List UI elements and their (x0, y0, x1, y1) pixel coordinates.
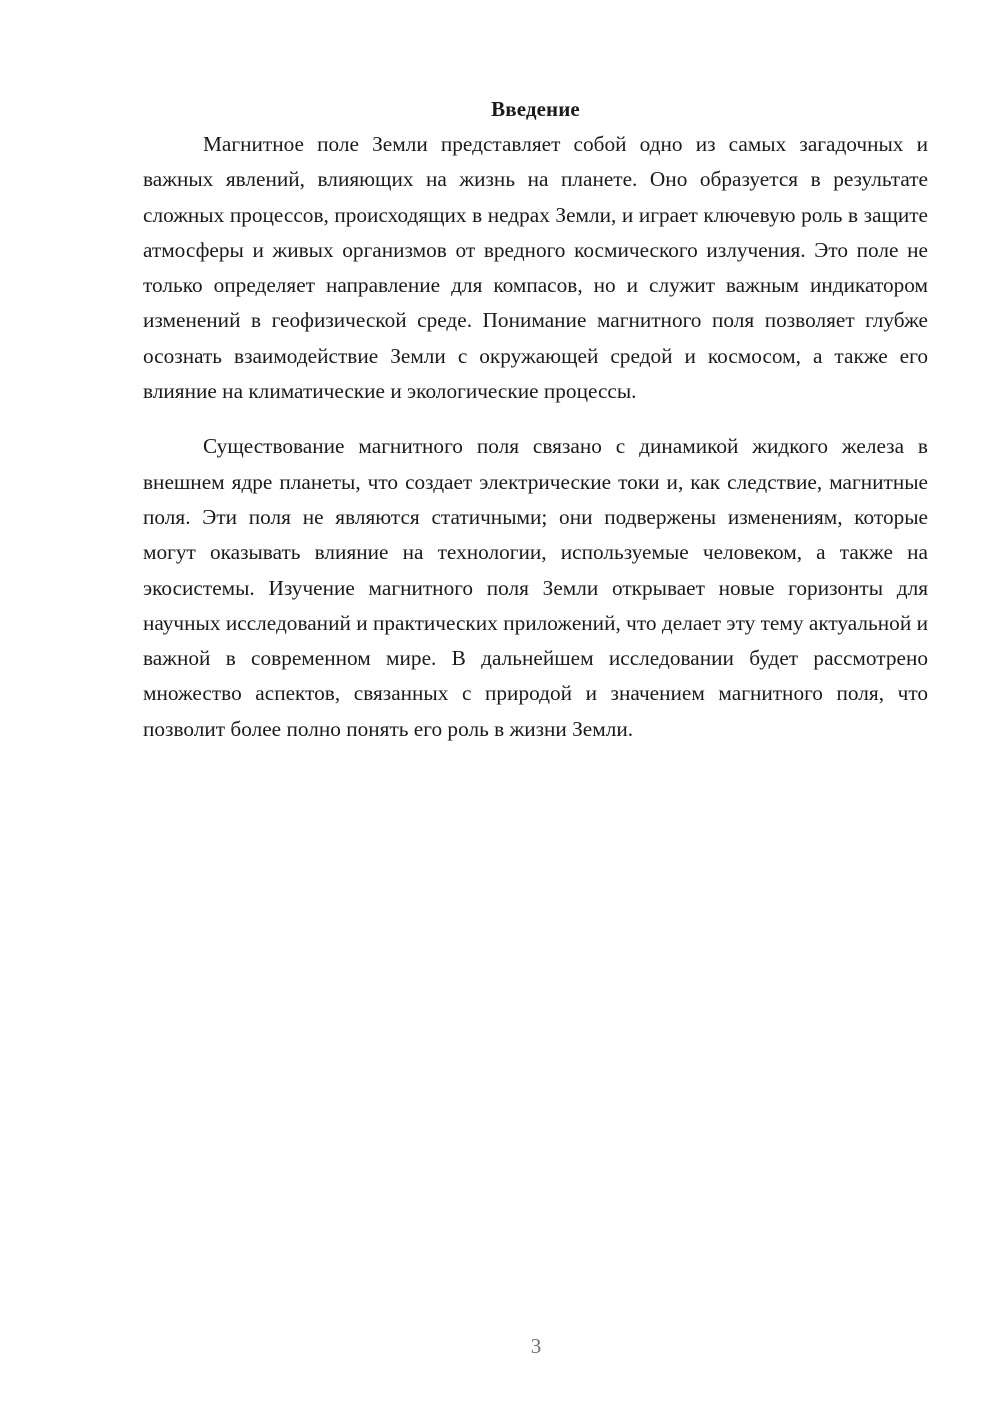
page-content (143, 92, 928, 747)
section-heading: Введение (491, 97, 580, 121)
paragraph-1: Магнитное поле Земли представляет собой одно из самых загадочных и важных явлений, влияющих на жизнь на планете. Оно образуется в результате сложных процессов, происходящих в недрах Земли, и играет ключевую роль в защите атмосферы и живых организмов от вредного космического излучения. Это поле не только определяет направление для компасов, но и служит важным индикатором изменений в геофизической среде. Понимание магнитного поля позволяет глубже осознать взаимодействие Земли с окружающей средой и космосом, а также его влияние на климатические и экологические процессы. (143, 132, 928, 404)
page-number: 3 (530, 1334, 542, 1358)
paragraph-2: Существование магнитного поля связано с динамикой жидкого железа в внешнем ядре планеты, что создает электрические токи и, как следствие, магнитные поля. Эти поля не являются статичными; они подвержены изменениям, которые могут оказывать влияние на технологии, используемые человеком, а также на экосистемы. Изучение магнитного поля Земли открывает новые горизонты для научных исследований и практических приложений, что делает эту тему актуальной и важной в современном мире. В дальнейшем исследовании будет рассмотрено множество аспектов, связанных с природой и значением магнитного поля, что позволит более полно понять его роль в жизни Земли. (143, 434, 928, 741)
